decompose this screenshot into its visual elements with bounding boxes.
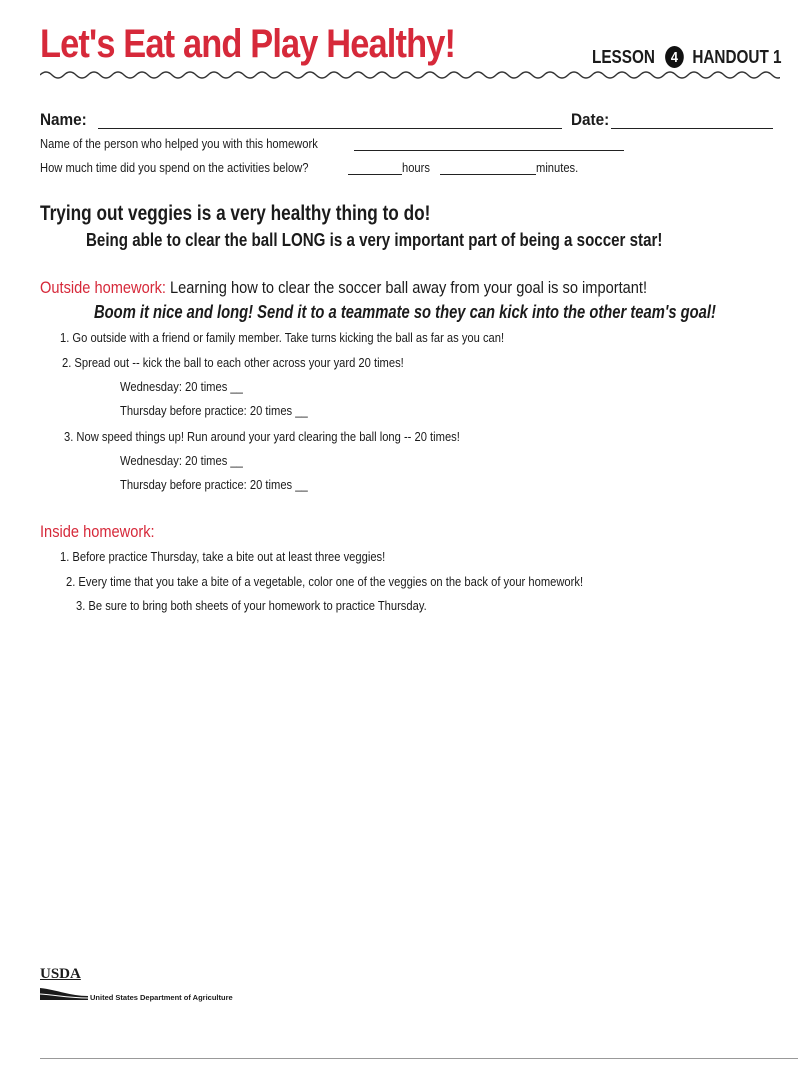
outside-item-2-thursday: Thursday before practice: 20 times __ (120, 403, 308, 418)
wavy-divider (40, 66, 780, 82)
minutes-field[interactable] (440, 174, 536, 175)
outside-item-2: 2. Spread out -- kick the ball to each other across your yard 20 times! (62, 355, 404, 370)
usda-logo: USDA (40, 966, 81, 982)
intro-subheadline: Being able to clear the ball LONG is a very important part of being a soccer star! (86, 230, 663, 250)
helper-label: Name of the person who helped you with this homework (40, 136, 318, 151)
outside-item-3-wednesday: Wednesday: 20 times __ (120, 453, 243, 468)
name-field[interactable] (98, 128, 562, 129)
handout-label: HANDOUT 1 (692, 46, 782, 67)
inside-item-1: 1. Before practice Thursday, take a bite out at least three veggies! (60, 549, 386, 564)
usda-logo-mark (40, 986, 88, 1002)
lesson-badge (592, 46, 782, 68)
outside-homework-heading: Outside homework: (40, 278, 166, 297)
bottom-rule (40, 1058, 798, 1059)
outside-item-1: 1. Go outside with a friend or family member. Take turns kicking the ball as far as you can! (60, 330, 505, 345)
inside-homework-heading: Inside homework: (40, 522, 155, 541)
helper-field[interactable] (354, 150, 624, 151)
minutes-label: minutes. (536, 160, 579, 175)
hours-field[interactable] (348, 174, 402, 175)
usda-agency-name: United States Department of Agriculture (90, 993, 233, 1002)
hours-label: hours (402, 160, 430, 175)
date-field[interactable] (611, 128, 773, 129)
page-title: Let's Eat and Play Healthy! (40, 22, 456, 66)
inside-item-3: 3. Be sure to bring both sheets of your homework to practice Thursday. (76, 598, 427, 613)
time-question: How much time did you spend on the activities below? (40, 160, 309, 175)
name-label: Name: (40, 110, 87, 129)
outside-item-2-wednesday: Wednesday: 20 times __ (120, 379, 243, 394)
intro-headline: Trying out veggies is a very healthy thing to do! (40, 202, 431, 225)
inside-item-2: 2. Every time that you take a bite of a vegetable, color one of the veggies on the back of your homework! (66, 574, 584, 589)
lesson-number: 4 (665, 46, 684, 68)
date-label: Date: (571, 110, 610, 129)
outside-homework-tagline: Boom it nice and long! Send it to a teammate so they can kick into the other team's goal! (94, 302, 716, 322)
outside-homework-intro: Learning how to clear the soccer ball away from your goal is so important! (170, 278, 648, 297)
outside-item-3-thursday: Thursday before practice: 20 times __ (120, 477, 308, 492)
outside-homework-section (40, 278, 647, 298)
lesson-label: LESSON (592, 46, 655, 67)
outside-item-3: 3. Now speed things up! Run around your yard clearing the ball long -- 20 times! (64, 429, 460, 444)
